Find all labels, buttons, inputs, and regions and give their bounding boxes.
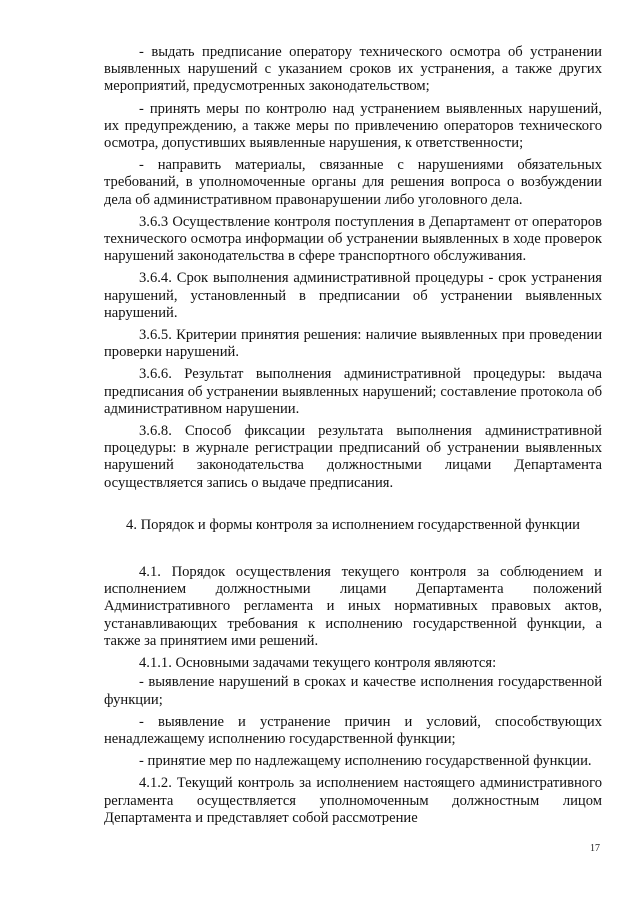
paragraph-13: - принятие мер по надлежащему исполнению государственной функции. bbox=[139, 753, 592, 770]
paragraph-9: 4.1. Порядок осуществления текущего контроля за соблюдением и исполнением должностными лицами Департамента положений Административного регламента и иных нормативных правовых актов, устанавливающих требования к исполнению государственной функции, а также за принятием ими решений. bbox=[104, 564, 602, 649]
page-number: 17 bbox=[590, 843, 600, 854]
paragraph-5: 3.6.4. Срок выполнения административной процедуры - срок устранения нарушений, установленный в предписании об устранении выявленных нарушений. bbox=[104, 270, 602, 321]
document-page bbox=[104, 44, 602, 832]
paragraph-6: 3.6.5. Критерии принятия решения: наличие выявленных при проведении проверки нарушений. bbox=[104, 327, 602, 361]
paragraph-7: 3.6.6. Результат выполнения административной процедуры: выдача предписания об устранении выявленных нарушений; составление протокола об административном нарушении. bbox=[104, 366, 602, 417]
paragraph-2: - принять меры по контролю над устранением выявленных нарушений, их предупреждению, а также меры по привлечению операторов технического осмотра, допустивших выявленные нарушения, к ответственности; bbox=[104, 100, 602, 152]
paragraph-11: - выявление нарушений в сроках и качестве исполнения государственной функции; bbox=[104, 674, 602, 708]
paragraph-8: 3.6.8. Способ фиксации результата выполнения административной процедуры: в журнале регистрации предписаний об устранении выявленных нарушений законодательства должностными лицами Департамента осуществляется запись о выдаче предписания. bbox=[104, 423, 602, 491]
paragraph-12: - выявление и устранение причин и условий, способствующих ненадлежащему исполнению государственной функции; bbox=[104, 713, 602, 747]
paragraph-1: - выдать предписание оператору технического осмотра об устранении выявленных нарушений с указанием сроков их устранения, а также других мероприятий, предусмотренных законодательством; bbox=[104, 44, 602, 95]
paragraph-10: 4.1.1. Основными задачами текущего контроля являются: bbox=[139, 655, 497, 672]
paragraph-14: 4.1.2. Текущий контроль за исполнением настоящего административного регламента осуществляется уполномоченным должностным лицом Департамента и представляет собой рассмотрение bbox=[104, 775, 602, 826]
paragraph-3: - направить материалы, связанные с нарушениями обязательных требований, в уполномоченные органы для решения вопроса о возбуждении дела об административном правонарушении либо уголовного дела. bbox=[104, 157, 602, 208]
paragraph-4: 3.6.3 Осуществление контроля поступления в Департамент от операторов технического осмотра информации об устранении выявленных в ходе проверок нарушений законодательства в сфере транспортного обслуживания. bbox=[104, 213, 602, 265]
section-heading: 4. Порядок и формы контроля за исполнением государственной функции bbox=[126, 516, 580, 533]
